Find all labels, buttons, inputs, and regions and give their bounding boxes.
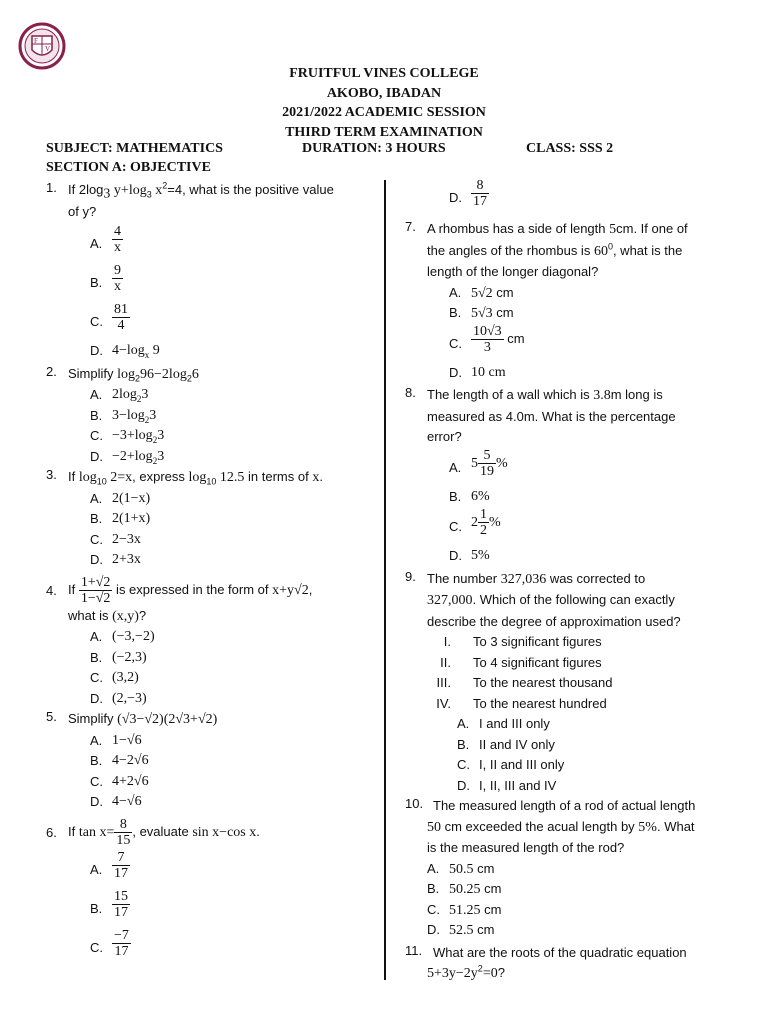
question-4 — [46, 575, 371, 710]
question-5 — [46, 709, 371, 813]
option-d[interactable]: D. $4-\log_x$ 9 — [90, 343, 160, 360]
logo-letter-f: F — [34, 37, 38, 45]
option-d[interactable]: D. 4−√6 — [90, 794, 142, 809]
question-3 — [46, 467, 371, 571]
statement-list — [405, 632, 725, 714]
question-text: If tan x= $\frac{8}{15}$ , evaluate sin x−cos x. — [68, 816, 260, 848]
question-6 — [46, 817, 371, 967]
question-number: 6. — [46, 824, 57, 840]
question-11 — [405, 943, 725, 985]
option-b[interactable]: B. $\frac{9}{x}$ — [90, 263, 121, 294]
option-c[interactable]: C. $-3+\log_23$ — [90, 428, 165, 445]
option-a[interactable]: A. I and III only — [457, 716, 550, 731]
exam-header — [0, 64, 768, 142]
option-b[interactable]: B. 5√3 cm — [449, 305, 514, 321]
option-d[interactable]: D. $-2+\log_23$ — [90, 448, 165, 466]
option-c[interactable]: C. 51.25 cm — [427, 901, 502, 918]
left-column — [46, 180, 371, 967]
statement-item: IV. To the nearest hundred — [436, 695, 607, 711]
option-c[interactable]: C. 2 $\frac{1}{2}$ % — [449, 507, 501, 538]
question-text-cont: $5+3y-2y^2=0$? — [427, 963, 505, 981]
question-10 — [405, 796, 725, 941]
question-text: The length of a wall which is 3.8m long is measured as 4.0m. What is the percentage error? — [427, 387, 676, 444]
exam-subject: SUBJECT: MATHEMATICS — [46, 141, 223, 156]
logo-letter-v: V — [45, 45, 51, 53]
question-text: If $2\log_3$ $y+\log_3$ $x^2=4$, what is the positive value of y? — [68, 180, 334, 219]
question-2 — [46, 364, 371, 468]
option-a[interactable]: A. 2(1−x) — [90, 490, 151, 506]
question-text: Simplify (√3−√2)(2√3+√2) — [68, 711, 218, 727]
option-a[interactable]: A. (−3,−2) — [90, 629, 155, 644]
school-name: FRUITFUL VINES COLLEGE — [289, 66, 479, 81]
option-a[interactable]: A. $\frac{4}{x}$ — [90, 224, 121, 255]
option-a[interactable]: A. 50.5 cm — [427, 860, 495, 877]
option-c[interactable]: C. 2−3x — [90, 531, 141, 547]
option-d[interactable]: D. 52.5 cm — [427, 922, 495, 938]
option-a[interactable]: A. $\frac{7}{17}$ — [90, 849, 128, 881]
option-b[interactable]: B. $3-\log_23$ — [90, 407, 157, 425]
question-text: If $\log_{10} 2=x$, express $\log_{10} 12.5$ in terms of x. — [68, 469, 323, 487]
question-text: If $\frac{1+√2}{1-√2}$ is expressed in the form of x+y√2, what is (x,y)? — [68, 574, 313, 624]
option-b[interactable]: B. II and IV only — [457, 736, 555, 752]
option-b[interactable]: B. 4−2√6 — [90, 753, 149, 768]
option-a[interactable]: A. 5 $\frac{5}{19}$ % — [449, 447, 508, 479]
option-d[interactable]: D. 5% — [449, 548, 490, 563]
exam-meta-row — [46, 141, 726, 161]
question-number: 8. — [405, 385, 416, 400]
question-number: 1. — [46, 180, 57, 195]
question-text: Simplify $\log_296-2\log_26$ — [68, 365, 199, 384]
statement-item: III. To the nearest thousand — [436, 675, 613, 690]
question-1 — [46, 180, 371, 362]
exam-duration: DURATION: 3 HOURS — [302, 141, 446, 156]
question-text-cont: 50 cm exceeded the acual length by 5%. What is the measured length of the rod? — [427, 818, 695, 855]
section-title: SECTION A: OBJECTIVE — [46, 160, 211, 175]
option-c[interactable]: C. (3,2) — [90, 670, 139, 685]
exam-term: THIRD TERM EXAMINATION — [285, 124, 483, 140]
option-b[interactable]: B. 2(1+x) — [90, 511, 151, 526]
option-b[interactable]: B. (−2,3) — [90, 649, 147, 665]
option-c[interactable]: C. 4+2√6 — [90, 773, 149, 789]
column-divider — [384, 180, 386, 980]
option-b[interactable]: B. 6% — [449, 488, 490, 504]
question-9 — [405, 569, 725, 797]
statement-item: I. To 3 significant figures — [443, 634, 602, 649]
option-a[interactable]: A. 5√2 cm — [449, 284, 514, 301]
statement-item: II. To 4 significant figures — [440, 654, 602, 670]
question-7 — [405, 219, 725, 383]
option-b[interactable]: B. $\frac{15}{17}$ — [90, 888, 128, 920]
right-column — [405, 178, 725, 985]
school-address: AKOBO, IBADAN — [326, 85, 442, 101]
question-number: 11. — [405, 942, 423, 958]
question-number: 3. — [46, 467, 57, 482]
academic-session: 2021/2022 ACADEMIC SESSION — [282, 105, 486, 120]
question-number: 4. — [46, 582, 57, 598]
question-number: 2. — [46, 363, 57, 379]
option-d[interactable]: D. I, II, III and IV — [457, 777, 557, 793]
question-number: 7. — [405, 219, 416, 234]
option-a[interactable]: A. 1−√6 — [90, 732, 142, 748]
option-d[interactable]: D. 10 cm — [449, 364, 506, 380]
option-c[interactable]: C. $\frac{-7}{17}$ — [90, 927, 129, 959]
option-c[interactable]: C. $\frac{10√3}{3}$ cm — [449, 323, 525, 355]
question-text: A rhombus has a side of length 5cm. If one of the angles of the rhombus is $60^0$, what is the length of the longer diagonal? — [427, 221, 688, 279]
option-d[interactable]: D. (2,−3) — [90, 690, 147, 706]
question-text: What are the roots of the quadratic equation — [433, 944, 687, 960]
option-c[interactable]: C. $\frac{81}{4}$ — [90, 302, 128, 333]
question-number: 10. — [405, 796, 424, 811]
question-text: The number 327,036 was corrected to 327,000. Which of the following can exactly describe the degree of approximation used? — [427, 570, 681, 629]
option-b[interactable]: B. 50.25 cm — [427, 881, 502, 897]
option-a[interactable]: A. $2\log_23$ — [90, 387, 149, 404]
question-8 — [405, 385, 725, 567]
option-c[interactable]: C. I, II and III only — [457, 757, 565, 772]
option-d[interactable]: D. $\frac{8}{17}$ — [449, 178, 487, 209]
question-text: The measured length of a rod of actual length — [433, 798, 696, 813]
question-number: 9. — [405, 568, 416, 584]
exam-class: CLASS: SSS 2 — [526, 141, 614, 156]
option-d[interactable]: D. 2+3x — [90, 552, 141, 567]
question-number: 5. — [46, 709, 57, 724]
